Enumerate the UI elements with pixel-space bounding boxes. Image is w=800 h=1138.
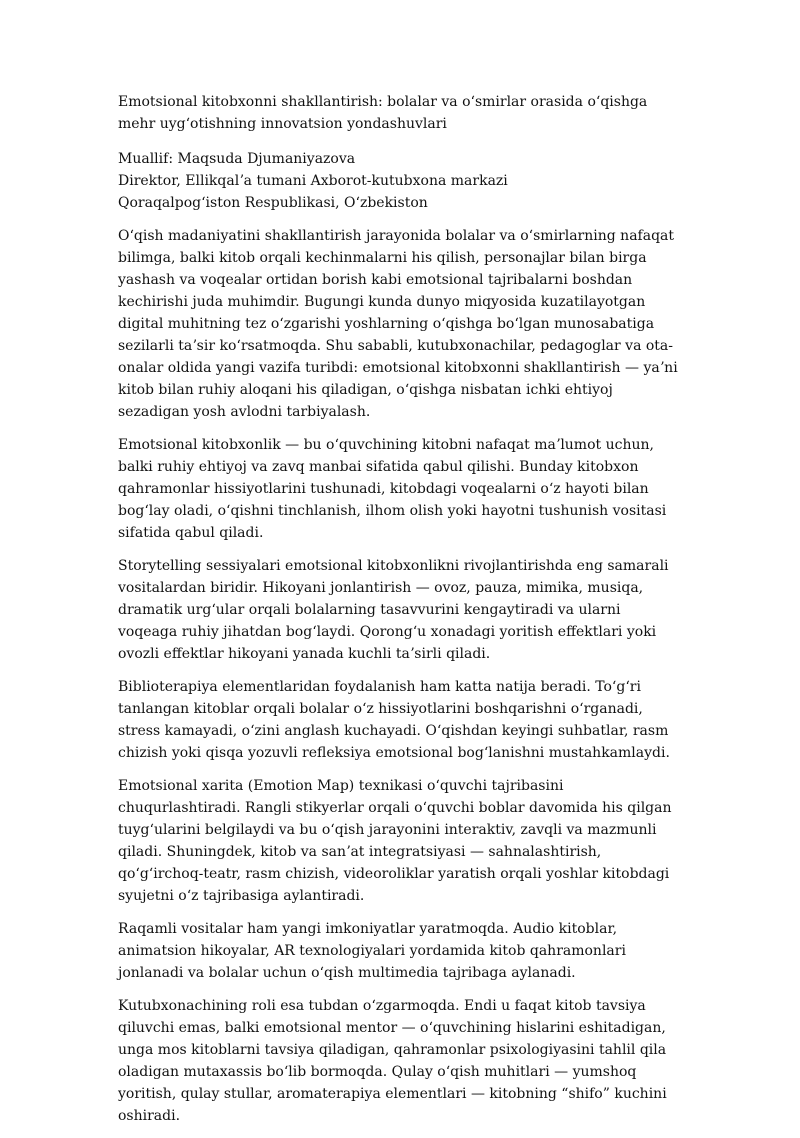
paragraph-3: Storytelling sessiyalari emotsional kitobxonlikni rivojlantirishda eng samarali vositalardan biridir. Hikoyani jonlantirish — ovoz, pauza, mimika, musiqa, dramatik urgʻular orqali bolalarning tasavvurini kengaytiradi va ularni voqeaga ruhiy jihatdan bogʻlaydi. Qorongʻu xonadagi yoritish effektlari yoki ovozli effektlar hikoyani yanada kuchli taʼsirli qiladi.	[118, 558, 669, 662]
paragraph-6: Raqamli vositalar ham yangi imkoniyatlar yaratmoqda. Audio kitoblar, animatsion hikoyalar, AR texnologiyalari yordamida kitob qahramonlari jonlanadi va bolalar uchun oʻqish multimedia tajribaga aylanadi.	[118, 921, 626, 981]
paragraph-5: Emotsional xarita (Emotion Map) texnikasi oʻquvchi tajribasini chuqurlashtiradi. Rangli stikyerlar orqali oʻquvchi boblar davomida his qilgan tuygʻularini belgilaydi va bu oʻqish jarayonini interaktiv, zavqli va mazmunli qiladi. Shuningdek, kitob va sanʼat integratsiyasi — sahnalashtirish, qoʻgʻirchoq-teatr, rasm chizish, videoroliklar yaratish orqali yoshlar kitobdagi syujetni oʻz tajribasiga aylantiradi.	[118, 778, 672, 904]
author-location: Qoraqalpogʻiston Respublikasi, Oʻzbekiston	[118, 195, 428, 211]
author-block	[118, 148, 684, 214]
document-title: Emotsional kitobxonni shakllantirish: bolalar va oʻsmirlar orasida oʻqishga mehr uygʻotishning innovatsion yondashuvlari	[118, 94, 648, 132]
paragraph-2: Emotsional kitobxonlik — bu oʻquvchining kitobni nafaqat maʼlumot uchun, balki ruhiy ehtiyoj va zavq manbai sifatida qabul qilishi. Bunday kitobxon qahramonlar hissiyotlarini tushunadi, kitobdagi voqealarni oʻz hayoti bilan bogʻlay oladi, oʻqishni tinchlanish, ilhom olish yoki hayotni tushunish vositasi sifatida qabul qiladi.	[118, 437, 667, 541]
author-name: Muallif: Maqsuda Djumaniyazova	[118, 151, 356, 167]
paragraph-4: Biblioterapiya elementlaridan foydalanish ham katta natija beradi. Toʻgʻri tanlangan kitoblar orqali bolalar oʻz hissiyotlarini boshqarishni oʻrganadi, stress kamayadi, oʻzini anglash kuchayadi. Oʻqishdan keyingi suhbatlar, rasm chizish yoki qisqa yozuvli refleksiya emotsional bogʻlanishni mustahkamlaydi.	[118, 679, 670, 761]
author-position: Direktor, Ellikqalʼa tumani Axborot-kutubxona markazi	[118, 173, 508, 189]
document-page	[118, 91, 684, 1138]
paragraph-1: Oʻqish madaniyatini shakllantirish jarayonida bolalar va oʻsmirlarning nafaqat bilimga, balki kitob orqali kechinmalarni his qilish, personajlar bilan birga yashash va voqealar ortidan borish kabi emotsional tajribalarni boshdan kechirishi juda muhimdir. Bugungi kunda dunyo miqyosida kuzatilayotgan digital muhitning tez oʻzgarishi yoshlarning oʻqishga boʻlgan munosabatiga sezilarli taʼsir koʻrsatmoqda. Shu sababli, kutubxonachilar, pedagoglar va ota-onalar oldida yangi vazifa turibdi: emotsional kitobxonni shakllantirish — yaʼni kitob bilan ruhiy aloqani his qiladigan, oʻqishga nisbatan ichki ehtiyoj sezadigan yosh avlodni tarbiyalash.	[118, 228, 678, 420]
paragraph-7: Kutubxonachining roli esa tubdan oʻzgarmoqda. Endi u faqat kitob tavsiya qiluvchi emas, balki emotsional mentor — oʻquvchining hislarini eshitadigan, unga mos kitoblarni tavsiya qiladigan, qahramonlar psixologiyasini tahlil qila oladigan mutaxassis boʻlib bormoqda. Qulay oʻqish muhitlari — yumshoq yoritish, qulay stullar, aromaterapiya elementlari — kitobning “shifo” kuchini oshiradi.	[118, 998, 667, 1124]
